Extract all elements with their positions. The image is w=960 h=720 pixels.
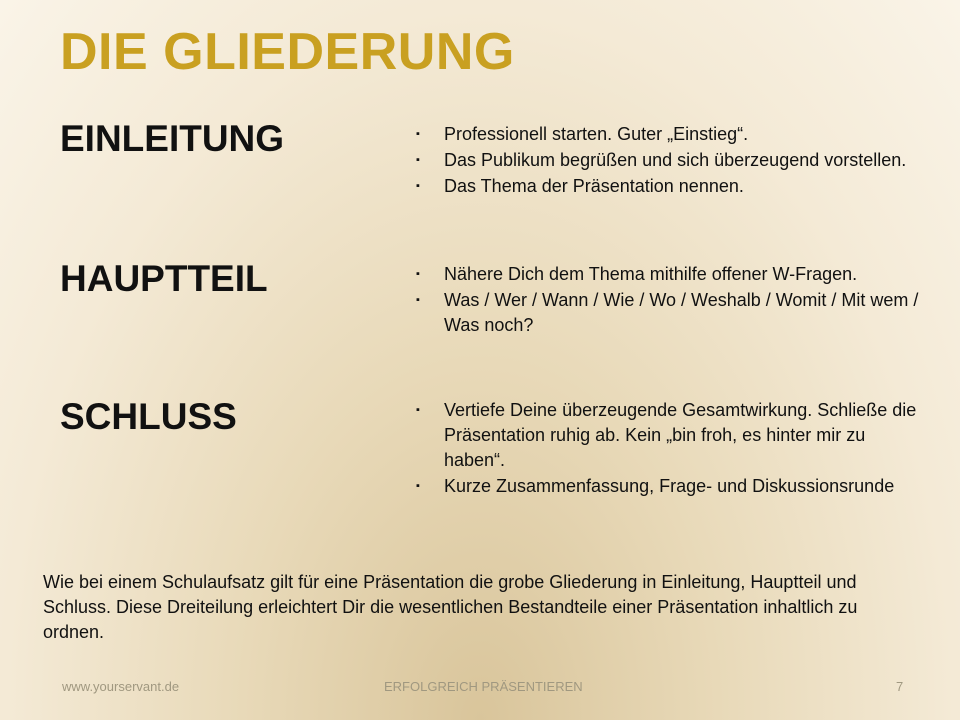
slide-title: DIE GLIEDERUNG xyxy=(60,23,515,81)
bullet-text: Kurze Zusammenfassung, Frage- und Diskussionsrunde xyxy=(444,476,895,496)
bullet-text: Das Publikum begrüßen und sich überzeugend vorstellen. xyxy=(444,150,907,170)
bullet-text: Das Thema der Präsentation nennen. xyxy=(444,176,744,196)
bullet-icon: ▪ xyxy=(416,128,420,140)
bullet-list-schluss xyxy=(414,398,924,500)
list-item xyxy=(414,174,924,199)
footer-website: www.yourservant.de xyxy=(62,679,180,694)
list-item xyxy=(414,398,924,473)
bullet-icon: ▪ xyxy=(416,154,420,166)
list-item xyxy=(414,122,924,147)
summary-paragraph: Wie bei einem Schulaufsatz gilt für eine Präsentation die grobe Gliederung in Einleitung, Hauptteil und Schluss. Diese Dreiteilung erleichtert Dir die wesentlichen Bestandteile einer Präsentation inhaltlich zu ordnen. xyxy=(43,572,858,642)
list-item xyxy=(414,148,924,173)
bullet-text: Professionell starten. Guter „Einstieg“. xyxy=(444,124,749,144)
bullet-icon: ▪ xyxy=(416,268,420,280)
list-item xyxy=(414,474,924,499)
section-heading-schluss: SCHLUSS xyxy=(60,396,237,437)
bullet-icon: ▪ xyxy=(416,480,420,492)
bullet-text: Was / Wer / Wann / Wie / Wo / Weshalb / Womit / Mit wem / Was noch? xyxy=(444,290,919,335)
bullet-icon: ▪ xyxy=(416,180,420,192)
bullet-text: Nähere Dich dem Thema mithilfe offener W-Fragen. xyxy=(444,264,858,284)
list-item xyxy=(414,288,924,338)
section-heading-hauptteil: HAUPTTEIL xyxy=(60,258,268,299)
footer-deck-title: ERFOLGREICH PRÄSENTIEREN xyxy=(384,679,583,694)
bullet-list-einleitung xyxy=(414,122,924,200)
section-heading-einleitung: EINLEITUNG xyxy=(60,118,285,159)
list-item xyxy=(414,262,924,287)
footer-page-number: 7 xyxy=(896,679,904,694)
bullet-list-hauptteil xyxy=(414,262,924,339)
bullet-icon: ▪ xyxy=(416,294,420,306)
bullet-icon: ▪ xyxy=(416,404,420,416)
bullet-text: Vertiefe Deine überzeugende Gesamtwirkung. Schließe die Präsentation ruhig ab. Kein „bin froh, es hinter mir zu haben“. xyxy=(444,400,917,470)
